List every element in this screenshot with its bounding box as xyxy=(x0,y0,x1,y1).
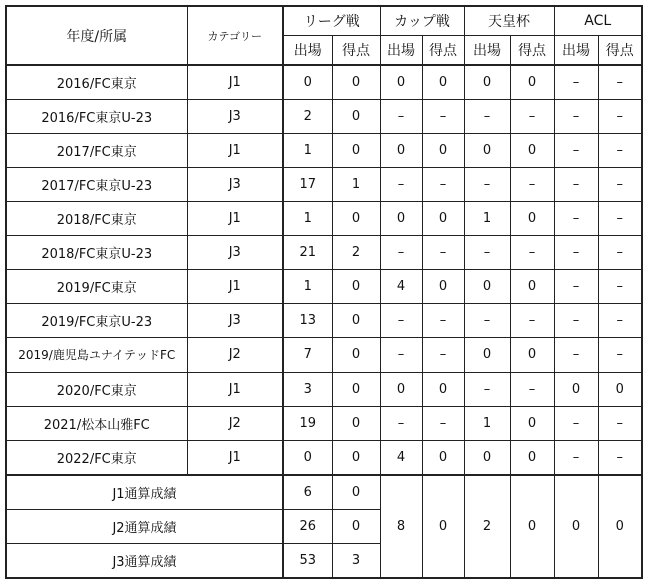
totals-league-goals: 3 xyxy=(332,543,380,578)
season-club-cell: 2020/FC東京 xyxy=(6,372,187,406)
acl-apps-cell: – xyxy=(554,202,598,236)
league-apps-cell: 1 xyxy=(283,202,332,236)
league-apps-cell: 19 xyxy=(283,406,332,440)
acl-goals-cell: – xyxy=(598,406,642,440)
emperor-goals-cell: 0 xyxy=(510,202,554,236)
career-stats-table xyxy=(5,5,643,579)
acl-apps-cell: – xyxy=(554,304,598,338)
season-club-cell: 2017/FC東京U-23 xyxy=(6,168,187,202)
emperor-goals-cell: 0 xyxy=(510,338,554,372)
totals-acl-apps: 0 xyxy=(554,475,598,578)
table-row xyxy=(6,236,642,270)
table-row xyxy=(6,65,642,100)
emperor-apps-cell: – xyxy=(464,372,510,406)
emperor-goals-cell: – xyxy=(510,168,554,202)
totals-cup-goals: 0 xyxy=(422,475,464,578)
acl-goals-cell: – xyxy=(598,338,642,372)
cup-apps-cell: – xyxy=(380,236,422,270)
category-cell: J1 xyxy=(187,134,283,168)
acl-goals-cell: – xyxy=(598,440,642,475)
table-row xyxy=(6,202,642,236)
cup-goals-cell: – xyxy=(422,406,464,440)
totals-acl-goals: 0 xyxy=(598,475,642,578)
header-acl-goals: 得点 xyxy=(598,36,642,66)
emperor-goals-cell: 0 xyxy=(510,134,554,168)
emperor-apps-cell: 0 xyxy=(464,338,510,372)
cup-goals-cell: – xyxy=(422,168,464,202)
emperor-goals-cell: 0 xyxy=(510,65,554,100)
header-cup: カップ戦 xyxy=(380,6,464,36)
category-cell: J1 xyxy=(187,372,283,406)
header-cup-goals: 得点 xyxy=(422,36,464,66)
cup-apps-cell: – xyxy=(380,406,422,440)
cup-apps-cell: 0 xyxy=(380,134,422,168)
league-goals-cell: 0 xyxy=(332,202,380,236)
acl-apps-cell: – xyxy=(554,100,598,134)
totals-emperor-apps: 2 xyxy=(464,475,510,578)
table-row xyxy=(6,270,642,304)
header-league-goals: 得点 xyxy=(332,36,380,66)
emperor-apps-cell: – xyxy=(464,236,510,270)
cup-apps-cell: – xyxy=(380,168,422,202)
category-cell: J1 xyxy=(187,65,283,100)
cup-apps-cell: – xyxy=(380,338,422,372)
acl-apps-cell: – xyxy=(554,338,598,372)
emperor-apps-cell: 0 xyxy=(464,65,510,100)
cup-apps-cell: 4 xyxy=(380,440,422,475)
totals-emperor-goals: 0 xyxy=(510,475,554,578)
league-goals-cell: 0 xyxy=(332,372,380,406)
emperor-apps-cell: 0 xyxy=(464,440,510,475)
cup-apps-cell: – xyxy=(380,304,422,338)
emperor-goals-cell: – xyxy=(510,100,554,134)
table-row xyxy=(6,304,642,338)
header-league-apps: 出場 xyxy=(283,36,332,66)
league-goals-cell: 2 xyxy=(332,236,380,270)
acl-apps-cell: – xyxy=(554,406,598,440)
league-apps-cell: 2 xyxy=(283,100,332,134)
season-club-cell: 2019/FC東京 xyxy=(6,270,187,304)
totals-league-apps: 6 xyxy=(283,475,332,510)
category-cell: J2 xyxy=(187,338,283,372)
emperor-goals-cell: 0 xyxy=(510,440,554,475)
emperor-goals-cell: – xyxy=(510,236,554,270)
season-club-cell: 2016/FC東京U-23 xyxy=(6,100,187,134)
acl-apps-cell: – xyxy=(554,440,598,475)
cup-apps-cell: 4 xyxy=(380,270,422,304)
season-club-cell: 2022/FC東京 xyxy=(6,440,187,475)
acl-apps-cell: 0 xyxy=(554,372,598,406)
league-goals-cell: 0 xyxy=(332,270,380,304)
league-goals-cell: 0 xyxy=(332,304,380,338)
season-club-cell: 2021/松本山雅FC xyxy=(6,406,187,440)
totals-league-apps: 53 xyxy=(283,543,332,578)
category-cell: J1 xyxy=(187,440,283,475)
emperor-goals-cell: 0 xyxy=(510,406,554,440)
league-apps-cell: 3 xyxy=(283,372,332,406)
cup-goals-cell: – xyxy=(422,304,464,338)
table-row xyxy=(6,168,642,202)
totals-label: J3通算成績 xyxy=(6,543,283,578)
cup-apps-cell: 0 xyxy=(380,372,422,406)
header-league: リーグ戦 xyxy=(283,6,380,36)
season-club-cell: 2019/鹿児島ユナイテッドFC xyxy=(6,338,187,372)
cup-apps-cell: 0 xyxy=(380,65,422,100)
season-club-cell: 2016/FC東京 xyxy=(6,65,187,100)
totals-cup-apps: 8 xyxy=(380,475,422,578)
cup-goals-cell: 0 xyxy=(422,65,464,100)
league-goals-cell: 0 xyxy=(332,65,380,100)
cup-goals-cell: 0 xyxy=(422,372,464,406)
emperor-apps-cell: 1 xyxy=(464,406,510,440)
header-row-groups xyxy=(6,6,642,36)
emperor-apps-cell: – xyxy=(464,100,510,134)
category-cell: J3 xyxy=(187,304,283,338)
acl-goals-cell: – xyxy=(598,100,642,134)
header-emperor-goals: 得点 xyxy=(510,36,554,66)
totals-label: J1通算成績 xyxy=(6,475,283,510)
table-row xyxy=(6,406,642,440)
cup-goals-cell: 0 xyxy=(422,440,464,475)
header-category: カテゴリー xyxy=(187,6,283,65)
header-emperor-apps: 出場 xyxy=(464,36,510,66)
acl-apps-cell: – xyxy=(554,65,598,100)
acl-goals-cell: – xyxy=(598,168,642,202)
category-cell: J3 xyxy=(187,168,283,202)
cup-goals-cell: 0 xyxy=(422,270,464,304)
acl-apps-cell: – xyxy=(554,134,598,168)
season-club-cell: 2017/FC東京 xyxy=(6,134,187,168)
emperor-goals-cell: 0 xyxy=(510,270,554,304)
acl-goals-cell: – xyxy=(598,236,642,270)
acl-goals-cell: – xyxy=(598,270,642,304)
season-club-cell: 2018/FC東京 xyxy=(6,202,187,236)
category-cell: J1 xyxy=(187,202,283,236)
table-row xyxy=(6,100,642,134)
season-club-cell: 2019/FC東京U-23 xyxy=(6,304,187,338)
emperor-goals-cell: – xyxy=(510,372,554,406)
league-apps-cell: 1 xyxy=(283,270,332,304)
acl-goals-cell: – xyxy=(598,202,642,236)
category-cell: J1 xyxy=(187,270,283,304)
league-goals-cell: 0 xyxy=(332,406,380,440)
league-apps-cell: 21 xyxy=(283,236,332,270)
category-cell: J3 xyxy=(187,236,283,270)
emperor-apps-cell: 0 xyxy=(464,134,510,168)
cup-apps-cell: 0 xyxy=(380,202,422,236)
totals-row xyxy=(6,475,642,510)
table-row xyxy=(6,440,642,475)
header-acl-apps: 出場 xyxy=(554,36,598,66)
acl-apps-cell: – xyxy=(554,270,598,304)
emperor-apps-cell: 1 xyxy=(464,202,510,236)
cup-goals-cell: – xyxy=(422,100,464,134)
league-goals-cell: 0 xyxy=(332,440,380,475)
acl-goals-cell: – xyxy=(598,134,642,168)
acl-goals-cell: 0 xyxy=(598,372,642,406)
league-goals-cell: 1 xyxy=(332,168,380,202)
emperor-goals-cell: – xyxy=(510,304,554,338)
cup-apps-cell: – xyxy=(380,100,422,134)
cup-goals-cell: – xyxy=(422,338,464,372)
header-cup-apps: 出場 xyxy=(380,36,422,66)
league-goals-cell: 0 xyxy=(332,338,380,372)
table-row xyxy=(6,372,642,406)
acl-apps-cell: – xyxy=(554,168,598,202)
cup-goals-cell: 0 xyxy=(422,134,464,168)
emperor-apps-cell: – xyxy=(464,304,510,338)
totals-league-goals: 0 xyxy=(332,475,380,510)
totals-league-goals: 0 xyxy=(332,509,380,543)
totals-label: J2通算成績 xyxy=(6,509,283,543)
header-acl: ACL xyxy=(554,6,642,36)
season-club-cell: 2018/FC東京U-23 xyxy=(6,236,187,270)
league-apps-cell: 7 xyxy=(283,338,332,372)
table-row xyxy=(6,338,642,372)
league-apps-cell: 0 xyxy=(283,65,332,100)
league-goals-cell: 0 xyxy=(332,134,380,168)
acl-goals-cell: – xyxy=(598,304,642,338)
category-cell: J2 xyxy=(187,406,283,440)
table-row xyxy=(6,134,642,168)
emperor-apps-cell: 0 xyxy=(464,270,510,304)
acl-goals-cell: – xyxy=(598,65,642,100)
emperor-apps-cell: – xyxy=(464,168,510,202)
cup-goals-cell: – xyxy=(422,236,464,270)
league-apps-cell: 1 xyxy=(283,134,332,168)
league-apps-cell: 17 xyxy=(283,168,332,202)
header-emperor-cup: 天皇杯 xyxy=(464,6,554,36)
league-apps-cell: 13 xyxy=(283,304,332,338)
acl-apps-cell: – xyxy=(554,236,598,270)
totals-league-apps: 26 xyxy=(283,509,332,543)
league-goals-cell: 0 xyxy=(332,100,380,134)
header-year-club: 年度/所属 xyxy=(6,6,187,65)
cup-goals-cell: 0 xyxy=(422,202,464,236)
league-apps-cell: 0 xyxy=(283,440,332,475)
category-cell: J3 xyxy=(187,100,283,134)
